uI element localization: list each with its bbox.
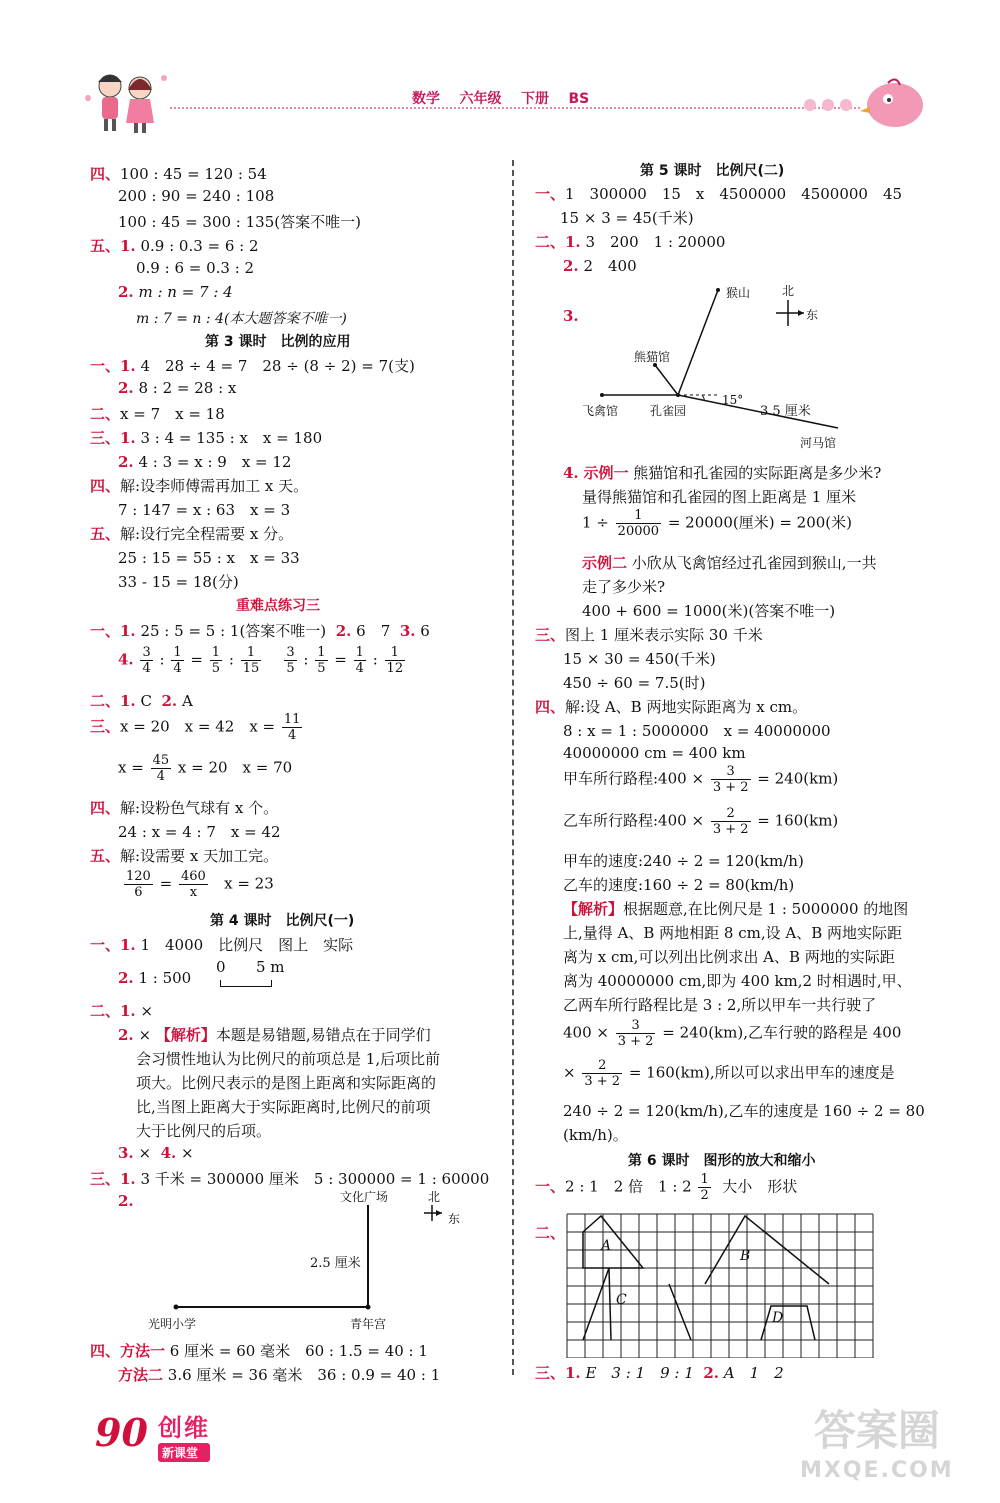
label: 2.: [161, 692, 178, 710]
fraction-line: [582, 508, 852, 539]
shape-d: [761, 1306, 815, 1340]
header-edition: BS: [568, 91, 590, 107]
answer-text: 离为 x cm,可以列出比例求出 A、B 两地的实际距: [563, 948, 895, 966]
answer-text: 量得熊猫馆和孔雀园的图上距离是 1 厘米: [582, 488, 857, 506]
answer-text: 图上 1 厘米表示实际 30 千米: [565, 626, 763, 644]
shape-c-part: [669, 1284, 691, 1340]
fraction-line: [90, 712, 304, 743]
fraction-line: [563, 764, 838, 795]
label: 四、: [90, 165, 121, 183]
answer-text: 6 7: [356, 622, 391, 640]
op: :: [228, 650, 234, 669]
answer-text: = 20000(厘米) = 200(米): [667, 513, 853, 532]
fraction: $\frac{3}{4}$: [142, 645, 151, 676]
shape-a: [583, 1216, 643, 1268]
grid-svg: [565, 1212, 882, 1358]
label: 二、1.: [535, 233, 581, 251]
answer-text: 400 ×: [563, 1023, 609, 1042]
label: 2.: [118, 1192, 134, 1210]
label: 4.: [563, 464, 579, 482]
zoo-map-lines: [590, 280, 870, 430]
map-label-youth: 青年宫: [350, 1317, 387, 1331]
answer-text: = 160(km),所以可以求出甲车的速度是: [628, 1063, 895, 1082]
analysis-label: 【解析】: [155, 1026, 216, 1044]
map-label-distance: 3.5 厘米: [760, 404, 811, 419]
label: 五、: [90, 525, 121, 543]
scale-bar: [220, 980, 272, 987]
label: 3.: [118, 1144, 134, 1162]
label: 一、1.: [90, 622, 136, 640]
page-number: 90: [95, 1410, 148, 1455]
answer-text: x = 7 x = 18: [120, 405, 225, 423]
fraction: $\frac{3}{5}$: [286, 645, 295, 676]
label: 2.: [118, 283, 134, 301]
answer-text: 甲车所行路程:400 ×: [563, 769, 705, 788]
label: 五、: [90, 847, 121, 865]
answer-text: m : n = 7 : 4: [138, 283, 233, 301]
answer-text: 3 千米 = 300000 厘米 5 : 300000 = 1 : 60000: [140, 1170, 490, 1188]
map-label-north: 北: [428, 1190, 441, 1204]
label: 三、1.: [535, 1364, 581, 1382]
op: 1 ÷: [582, 513, 609, 532]
answer-text: 1 : 500: [138, 969, 192, 987]
answer-text: ×: [181, 1144, 194, 1162]
fraction: $\frac{1}{4}$: [173, 645, 182, 676]
fraction-line: [535, 1172, 797, 1203]
answer-text: 解:设 A、B 两地实际距离为 x cm。: [565, 698, 808, 716]
answer-text: (km/h)。: [563, 1126, 628, 1144]
label: 二、1.: [90, 692, 136, 710]
answer-text: x =: [118, 758, 144, 777]
label: 2.: [118, 969, 134, 987]
answer-text: 2 400: [583, 257, 637, 275]
op: :: [372, 650, 378, 669]
answer-text: x = 23: [224, 874, 274, 893]
fraction-line: [563, 806, 838, 837]
answer-text: 解:设粉色气球有 x 个。: [120, 799, 279, 817]
answer-text: 8 : 2 = 28 : x: [138, 379, 237, 397]
answer-text: 乙两车所行路程比是 3 : 2,所以甲车一共行驶了: [563, 996, 877, 1014]
label: 四、: [90, 477, 121, 495]
answer-text: 15 × 3 = 45(千米): [560, 209, 694, 227]
answer-text: 1 300000 15 x 4500000 4500000 45: [565, 185, 903, 203]
answer-text: 上,量得 A、B 两地相距 8 cm,设 A、B 两地实际距: [563, 924, 903, 942]
label: 4.: [118, 650, 134, 669]
answer-text: 100 : 45 = 300 : 135(答案不唯一): [118, 213, 361, 231]
scale-zero: 0: [216, 958, 226, 976]
label: 四、: [90, 799, 121, 817]
answer-text: 24 : x = 4 : 7 x = 42: [118, 823, 281, 841]
answer-text: 乙车的速度:160 ÷ 2 = 80(km/h): [563, 876, 795, 894]
label: 2.: [118, 1026, 134, 1044]
answer-text: 3 200 1 : 20000: [585, 233, 726, 251]
grid-lines: [567, 1214, 873, 1358]
example-label: 示例二: [582, 554, 628, 572]
answer-text: = 240(km),乙车行驶的路程是 400: [662, 1023, 902, 1042]
label: 一、1.: [90, 357, 136, 375]
fraction: $\frac{1}{12}$: [386, 645, 404, 676]
answer-text: A: [181, 692, 193, 710]
answer-text: 6 厘米 = 60 毫米 60 : 1.5 = 40 : 1: [169, 1342, 428, 1360]
label: 二、1.: [90, 1002, 136, 1020]
answer-text: 解:设需要 x 天加工完。: [120, 847, 279, 865]
label: 3.: [399, 622, 416, 640]
fraction-line: [563, 1058, 895, 1089]
answer-text: 240 ÷ 2 = 120(km/h),乙车的速度是 160 ÷ 2 = 80: [563, 1102, 925, 1120]
answer-text: 0.9 : 6 = 0.3 : 2: [136, 259, 255, 277]
section-title: 第 4 课时 比例尺(一): [210, 913, 355, 929]
map-label-hippo: 河马馆: [800, 436, 837, 450]
answer-text: 1 4000 比例尺 图上 实际: [140, 936, 354, 954]
brand-logo: [158, 1408, 210, 1462]
header-subject: 数学: [412, 91, 440, 107]
answer-text: 6: [420, 622, 430, 640]
map-label-east: 东: [806, 308, 819, 322]
answer-text: x = 20 x = 42 x =: [120, 717, 276, 736]
answer-text: = 160(km): [757, 811, 839, 830]
answer-text: ×: [140, 1002, 154, 1020]
map-label-north: 北: [782, 284, 795, 298]
label: 2.: [335, 622, 352, 640]
map-label-school: 光明小学: [148, 1317, 197, 1331]
answer-text: 2 : 1 2 倍 1 : 2: [565, 1177, 692, 1196]
scale-five: 5 m: [256, 958, 285, 976]
watermark-line1: 答案圈: [813, 1406, 940, 1455]
label: 三、: [535, 626, 566, 644]
section-title: 第 3 课时 比例的应用: [205, 334, 351, 350]
section-title: 重难点练习三: [236, 598, 320, 614]
fraction-line: [563, 1018, 901, 1049]
fraction: $\frac{460}{x}$: [180, 869, 206, 900]
fraction: $\frac{1}{20000}$: [617, 508, 660, 539]
map-label-bird: 飞禽馆: [582, 404, 619, 418]
label: 2.: [563, 257, 579, 275]
answer-text: 小欣从飞禽馆经过孔雀园到猴山,一共: [631, 554, 877, 572]
answer-text: = 240(km): [757, 769, 839, 788]
label: 2.: [118, 379, 134, 397]
fraction: $\frac{1}{4}$: [355, 645, 364, 676]
answer-text: 200 : 90 = 240 : 108: [118, 187, 275, 205]
label: 四、: [535, 698, 566, 716]
bird-illustration: [800, 75, 930, 130]
fraction: $\frac{1}{5}$: [211, 645, 221, 676]
map-label-panda: 熊猫馆: [634, 350, 671, 364]
label: 三、1.: [90, 429, 136, 447]
answer-text: 15 × 30 = 450(千米): [563, 650, 716, 668]
answer-text: 25 : 15 = 55 : x x = 33: [118, 549, 300, 567]
label: 2.: [703, 1364, 719, 1382]
fraction: $\frac{2}{3 + 2}$: [712, 806, 749, 837]
fraction-line: [122, 869, 274, 900]
answer-text: 乙车所行路程:400 ×: [563, 811, 705, 830]
brand-main: 创维: [158, 1414, 210, 1442]
op: =: [159, 874, 173, 893]
shape-label-c: C: [616, 1292, 627, 1308]
example-label: 示例一: [583, 464, 629, 482]
answer-text: 解:设李师傅需再加工 x 天。: [120, 477, 309, 495]
answer-text: 100 : 45 = 120 : 54: [120, 165, 267, 183]
analysis-label: 【解析】: [563, 900, 624, 918]
answer-text: 0.9 : 0.3 = 6 : 2: [140, 237, 259, 255]
fraction: $\frac{45}{4}$: [152, 753, 170, 784]
cartoon-kids-illustration: [78, 68, 173, 138]
header-grade: 六年级: [459, 91, 502, 107]
label: 一、: [535, 1177, 566, 1196]
map-label-east: 东: [448, 1212, 461, 1226]
answer-text: A 1 2: [723, 1364, 784, 1382]
map-label-peacock: 孔雀园: [650, 404, 687, 418]
fraction: $\frac{3}{3 + 2}$: [617, 1018, 654, 1049]
answer-text: ×: [138, 1026, 152, 1044]
label: 二、: [535, 1224, 566, 1242]
answer-text: 会习惯性地认为比例尺的前项总是 1,后项比前: [136, 1050, 441, 1068]
fraction-line: [118, 645, 407, 676]
answer-text: 7 : 147 = x : 63 x = 3: [118, 501, 291, 519]
op: :: [303, 650, 309, 669]
answer-text: x = 20 x = 70: [177, 758, 293, 777]
answer-text: 大于比例尺的后项。: [136, 1122, 272, 1140]
op: =: [334, 650, 347, 669]
column-divider: [512, 160, 514, 1375]
answer-text: 4 28 ÷ 4 = 7 28 ÷ (8 ÷ 2) = 7(支): [140, 357, 415, 375]
label: 三、: [90, 717, 121, 736]
fraction: $\frac{2}{3 + 2}$: [584, 1058, 621, 1089]
answer-text: 甲车的速度:240 ÷ 2 = 120(km/h): [563, 852, 804, 870]
label: 二、: [90, 405, 121, 423]
fraction-line: [118, 753, 292, 784]
label: 3.: [563, 307, 579, 325]
fraction: $\frac{11}{4}$: [283, 712, 301, 743]
answer-text: 走了多少米?: [582, 578, 666, 596]
answer-text: 8 : x = 1 : 5000000 x = 40000000: [563, 722, 831, 740]
answer-text: 25 : 5 = 5 : 1(答案不唯一): [140, 622, 327, 640]
answer-text: m : 7 = n : 4(本大题答案不唯一): [136, 311, 347, 327]
label: 一、1.: [90, 936, 136, 954]
shape-label-d: D: [772, 1310, 784, 1326]
fraction: $\frac{1}{2}$: [700, 1172, 709, 1203]
answer-text: 33 - 15 = 18(分): [118, 573, 239, 591]
answer-text: 450 ÷ 60 = 7.5(时): [563, 674, 706, 692]
answer-text: 40000000 cm = 400 km: [563, 744, 746, 762]
label: 方法二: [118, 1366, 164, 1384]
answer-text: 本题是易错题,易错点在于同学们: [215, 1026, 431, 1044]
answer-text: ×: [138, 1144, 152, 1162]
label: 4.: [160, 1144, 177, 1162]
label: 一、: [535, 185, 566, 203]
label: 2.: [118, 453, 134, 471]
brand-sub: 新课堂: [158, 1443, 210, 1462]
map-label-angle: 15°: [722, 393, 744, 407]
answer-text: 项大。比例尺表示的是图上距离和实际距离的: [136, 1074, 437, 1092]
answer-text: 离为 40000000 cm,即为 400 km,2 时相遇时,甲、: [563, 972, 912, 990]
answer-text: ×: [563, 1063, 576, 1082]
header-text: [412, 88, 589, 108]
header-volume: 下册: [521, 91, 549, 107]
op: =: [190, 650, 203, 669]
answer-text: 400 + 600 = 1000(米)(答案不唯一): [582, 602, 836, 620]
answer-text: 根据题意,在比例尺是 1 : 5000000 的地图: [623, 900, 909, 918]
answer-text: 4 : 3 = x : 9 x = 12: [138, 453, 292, 471]
fraction: $\frac{1}{15}$: [242, 645, 260, 676]
fraction: $\frac{120}{6}$: [126, 869, 151, 900]
section-title: 第 6 课时 图形的放大和缩小: [628, 1153, 816, 1169]
map-label-culture: 文化广场: [340, 1190, 389, 1204]
answer-text: 3.6 厘米 = 36 毫米 36 : 0.9 = 40 : 1: [167, 1366, 441, 1384]
watermark-line2: MXQE.COM: [800, 1458, 954, 1483]
shape-label-a: A: [601, 1238, 612, 1254]
answer-text: E 3 : 1 9 : 1: [585, 1364, 694, 1382]
watermark: [800, 1398, 954, 1483]
label: 五、1.: [90, 237, 136, 255]
answer-text: C: [140, 692, 152, 710]
label: 四、方法一: [90, 1342, 166, 1360]
answer-text: 比,当图上距离大于实际距离时,比例尺的前项: [136, 1098, 431, 1116]
fraction: $\frac{3}{3 + 2}$: [712, 764, 749, 795]
answer-text: 大小 形状: [722, 1177, 798, 1196]
label: 三、1.: [90, 1170, 136, 1188]
shape-label-b: B: [740, 1248, 751, 1264]
answer-text: 3 : 4 = 135 : x x = 180: [140, 429, 323, 447]
answer-text: 熊猫馆和孔雀园的实际距离是多少米?: [633, 464, 882, 482]
map-label-distance: 2.5 厘米: [310, 1256, 361, 1271]
fraction: $\frac{1}{5}$: [317, 645, 326, 676]
op: :: [159, 650, 165, 669]
section-title: 第 5 课时 比例尺(二): [640, 163, 785, 179]
answer-text: 解:设行完全程需要 x 分。: [120, 525, 294, 543]
map-label-monkey: 猴山: [726, 286, 751, 300]
